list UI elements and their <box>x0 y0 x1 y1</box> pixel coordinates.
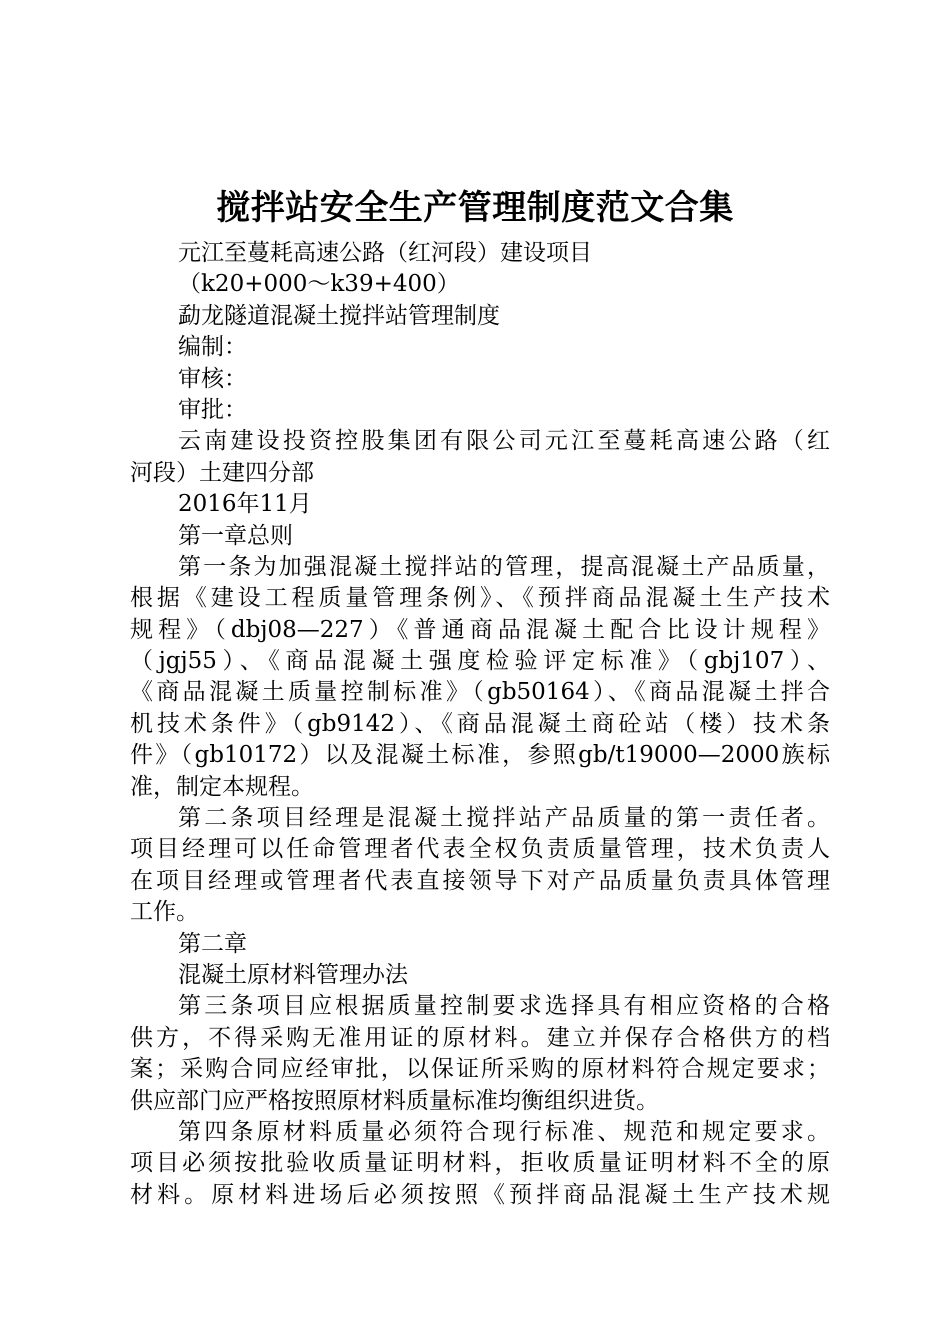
text-line-content: 机技术条件》（gb9142）、《商品混凝土商砼站（楼）技术条 <box>130 710 830 737</box>
text-line <box>130 552 830 583</box>
text-line-content: 案；采购合同应经审批，以保证所采购的原材料符合规定要求； <box>130 1056 830 1083</box>
text-line-content: 审核： <box>178 365 247 392</box>
text-line-content: 材料。原材料进场后必须按照《预拌商品混凝土生产技术规 <box>130 1181 830 1208</box>
document-title: 搅拌站安全生产管理制度范文合集 <box>216 188 734 228</box>
text-line <box>130 583 830 614</box>
text-line-content: 第一章总则 <box>178 522 293 549</box>
text-line <box>130 364 830 395</box>
text-line <box>130 238 830 269</box>
text-line <box>130 1023 830 1054</box>
text-line <box>130 1054 830 1085</box>
text-line-content: 供应部门应严格按照原材料质量标准均衡组织进货。 <box>130 1087 659 1114</box>
text-line-content: 第四条原材料质量必须符合现行标准、规范和规定要求。 <box>178 1118 830 1145</box>
text-line-content: 第三条项目应根据质量控制要求选择具有相应资格的合格 <box>178 993 830 1020</box>
text-line-content: 编制： <box>178 334 247 361</box>
text-line <box>130 646 830 677</box>
text-line-content: 《商品混凝土质量控制标准》（gb50164）、《商品混凝土拌合 <box>130 679 830 706</box>
text-line-content: 在项目经理或管理者代表直接领导下对产品质量负责具体管理 <box>130 867 830 894</box>
text-line-content: 项目必须按批验收质量证明材料，拒收质量证明材料不全的原 <box>130 1150 830 1177</box>
text-line <box>130 615 830 646</box>
text-line <box>130 677 830 708</box>
text-line-content: 云南建设投资控股集团有限公司元江至蔓耗高速公路（红 <box>178 428 830 455</box>
text-line <box>130 395 830 426</box>
text-line <box>130 426 830 457</box>
text-line <box>130 866 830 897</box>
text-line <box>130 897 830 928</box>
text-line-content: 第二条项目经理是混凝土搅拌站产品质量的第一责任者。 <box>178 805 830 832</box>
text-line <box>130 709 830 740</box>
text-line <box>130 1117 830 1148</box>
text-line <box>130 772 830 803</box>
text-line <box>130 960 830 991</box>
text-line-content: 勐龙隧道混凝土搅拌站管理制度 <box>178 302 500 329</box>
text-line-content: 根据《建设工程质量管理条例》、《预拌商品混凝土生产技术 <box>130 585 830 612</box>
text-line-content: （jgj55）、《商品混凝土强度检验评定标准》（gbj107）、 <box>130 648 830 675</box>
text-line <box>130 991 830 1022</box>
text-line-content: 工作。 <box>130 899 199 926</box>
text-line-content: （k20+000～k39+400） <box>178 271 460 298</box>
text-line <box>130 332 830 363</box>
text-line-content: 准，制定本规程。 <box>130 773 314 800</box>
text-line-content: 第二章 <box>178 930 247 957</box>
text-line-content: 规程》（dbj08—227）《普通商品混凝土配合比设计规程》 <box>130 616 830 643</box>
document-body <box>130 238 830 1211</box>
text-line <box>130 301 830 332</box>
text-line <box>130 269 830 300</box>
text-line-content: 第一条为加强混凝土搅拌站的管理，提高混凝土产品质量， <box>178 553 830 580</box>
text-line-content: 混凝土原材料管理办法 <box>178 961 408 988</box>
text-line-content: 项目经理可以任命管理者代表全权负责质量管理，技术负责人 <box>130 836 830 863</box>
text-line <box>130 1180 830 1211</box>
text-line-content: 元江至蔓耗高速公路（红河段）建设项目 <box>178 240 592 266</box>
text-line <box>130 1148 830 1179</box>
text-line-content: 审批： <box>178 396 247 423</box>
text-line <box>130 803 830 834</box>
text-line <box>130 1086 830 1117</box>
text-line-content: 件》（gb10172）以及混凝土标准，参照gb/t19000—2000族标 <box>130 742 830 769</box>
text-line <box>130 740 830 771</box>
text-line <box>130 834 830 865</box>
text-line-content: 河段）土建四分部 <box>130 459 314 486</box>
text-line <box>130 489 830 520</box>
text-line-content: 供方，不得采购无准用证的原材料。建立并保存合格供方的档 <box>130 1024 830 1051</box>
text-line <box>130 458 830 489</box>
text-line-content: 2016年11月 <box>178 491 312 518</box>
text-line <box>130 521 830 552</box>
text-line <box>130 929 830 960</box>
